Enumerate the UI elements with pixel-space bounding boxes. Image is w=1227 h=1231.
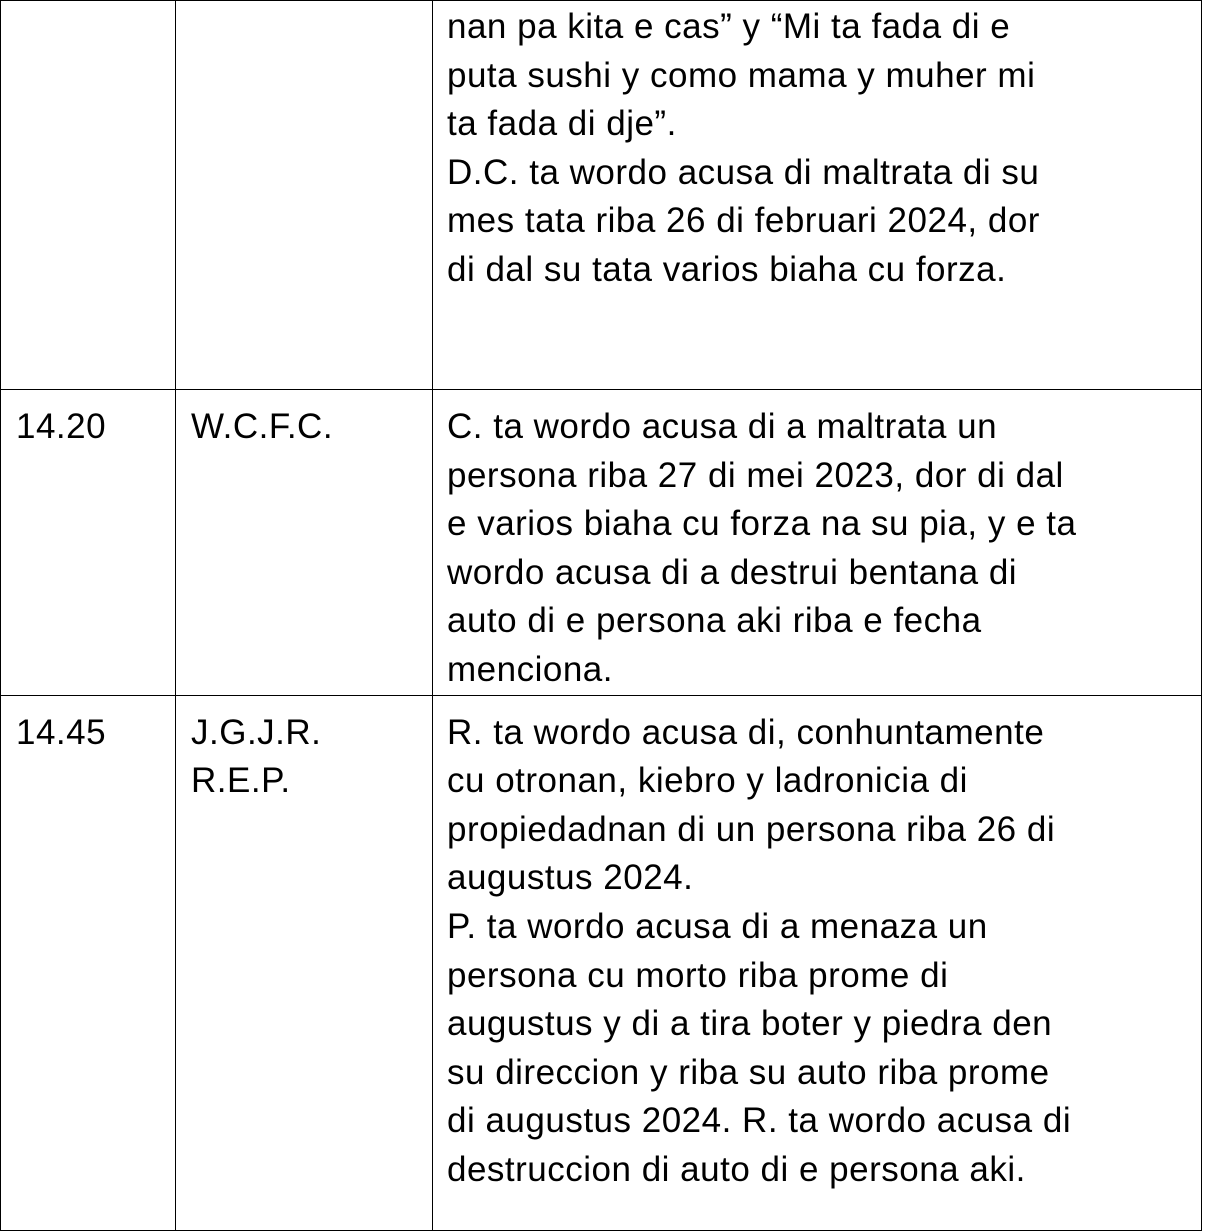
description-line: propiedadnan di un persona riba 26 di <box>447 809 1056 849</box>
description-line: cu otronan, kiebro y ladronicia di <box>447 761 968 801</box>
description-line: nan pa kita e cas” y “Mi ta fada di e <box>447 7 1011 46</box>
description-cell <box>433 695 1202 1230</box>
name-cell <box>176 1 433 390</box>
description-line: su direccion y riba su auto riba prome <box>447 1052 1050 1092</box>
description-cell <box>433 390 1202 696</box>
description-line: puta sushi y como mama y muher mi <box>447 55 1036 95</box>
description-line: R. ta wordo acusa di, conhuntamente <box>447 712 1045 752</box>
description-line: P. ta wordo acusa di a menaza un <box>447 906 988 946</box>
description-line: persona riba 27 di mei 2023, dor di dal <box>447 455 1064 495</box>
defendant-initials <box>176 696 432 806</box>
table-row <box>1 1 1202 390</box>
charge-description <box>433 696 1201 1195</box>
description-line: auto di e persona aki riba e fecha <box>447 601 982 641</box>
description-line: destruccion di auto di e persona aki. <box>447 1149 1026 1189</box>
charge-description <box>433 390 1201 695</box>
description-line: di dal su tata varios biaha cu forza. <box>447 249 1007 289</box>
defendant-initials <box>176 1 432 14</box>
time-text: 14.20 <box>16 407 107 446</box>
time-text: 14.45 <box>16 712 107 752</box>
description-line: e varios biaha cu forza na su pia, y e ta <box>447 504 1077 544</box>
time-text <box>1 1 175 14</box>
description-line: D.C. ta wordo acusa di maltrata di su <box>447 152 1040 192</box>
time-cell <box>1 390 176 696</box>
description-line: augustus y di a tira boter y piedra den <box>447 1004 1053 1044</box>
description-line: wordo acusa di a destrui bentana di <box>447 552 1018 592</box>
time-cell <box>1 1 176 390</box>
defendant-initials <box>176 390 432 452</box>
charge-description <box>433 1 1201 295</box>
description-line: menciona. <box>447 649 613 689</box>
description-line: persona cu morto riba prome di <box>447 955 949 995</box>
defendant-name: J.G.J.R. <box>191 712 322 752</box>
table-row <box>1 695 1202 1230</box>
time-cell <box>1 695 176 1230</box>
defendant-name: W.C.F.C. <box>191 407 334 446</box>
table-row <box>1 390 1202 696</box>
defendant-name: R.E.P. <box>191 761 291 801</box>
description-line: augustus 2024. <box>447 858 694 898</box>
description-cell <box>433 1 1202 390</box>
description-line: C. ta wordo acusa di a maltrata un <box>447 407 998 446</box>
name-cell <box>176 390 433 696</box>
name-cell <box>176 695 433 1230</box>
description-line: ta fada di dje”. <box>447 104 677 144</box>
description-line: di augustus 2024. R. ta wordo acusa di <box>447 1101 1072 1141</box>
description-line: mes tata riba 26 di februari 2024, dor <box>447 201 1040 241</box>
